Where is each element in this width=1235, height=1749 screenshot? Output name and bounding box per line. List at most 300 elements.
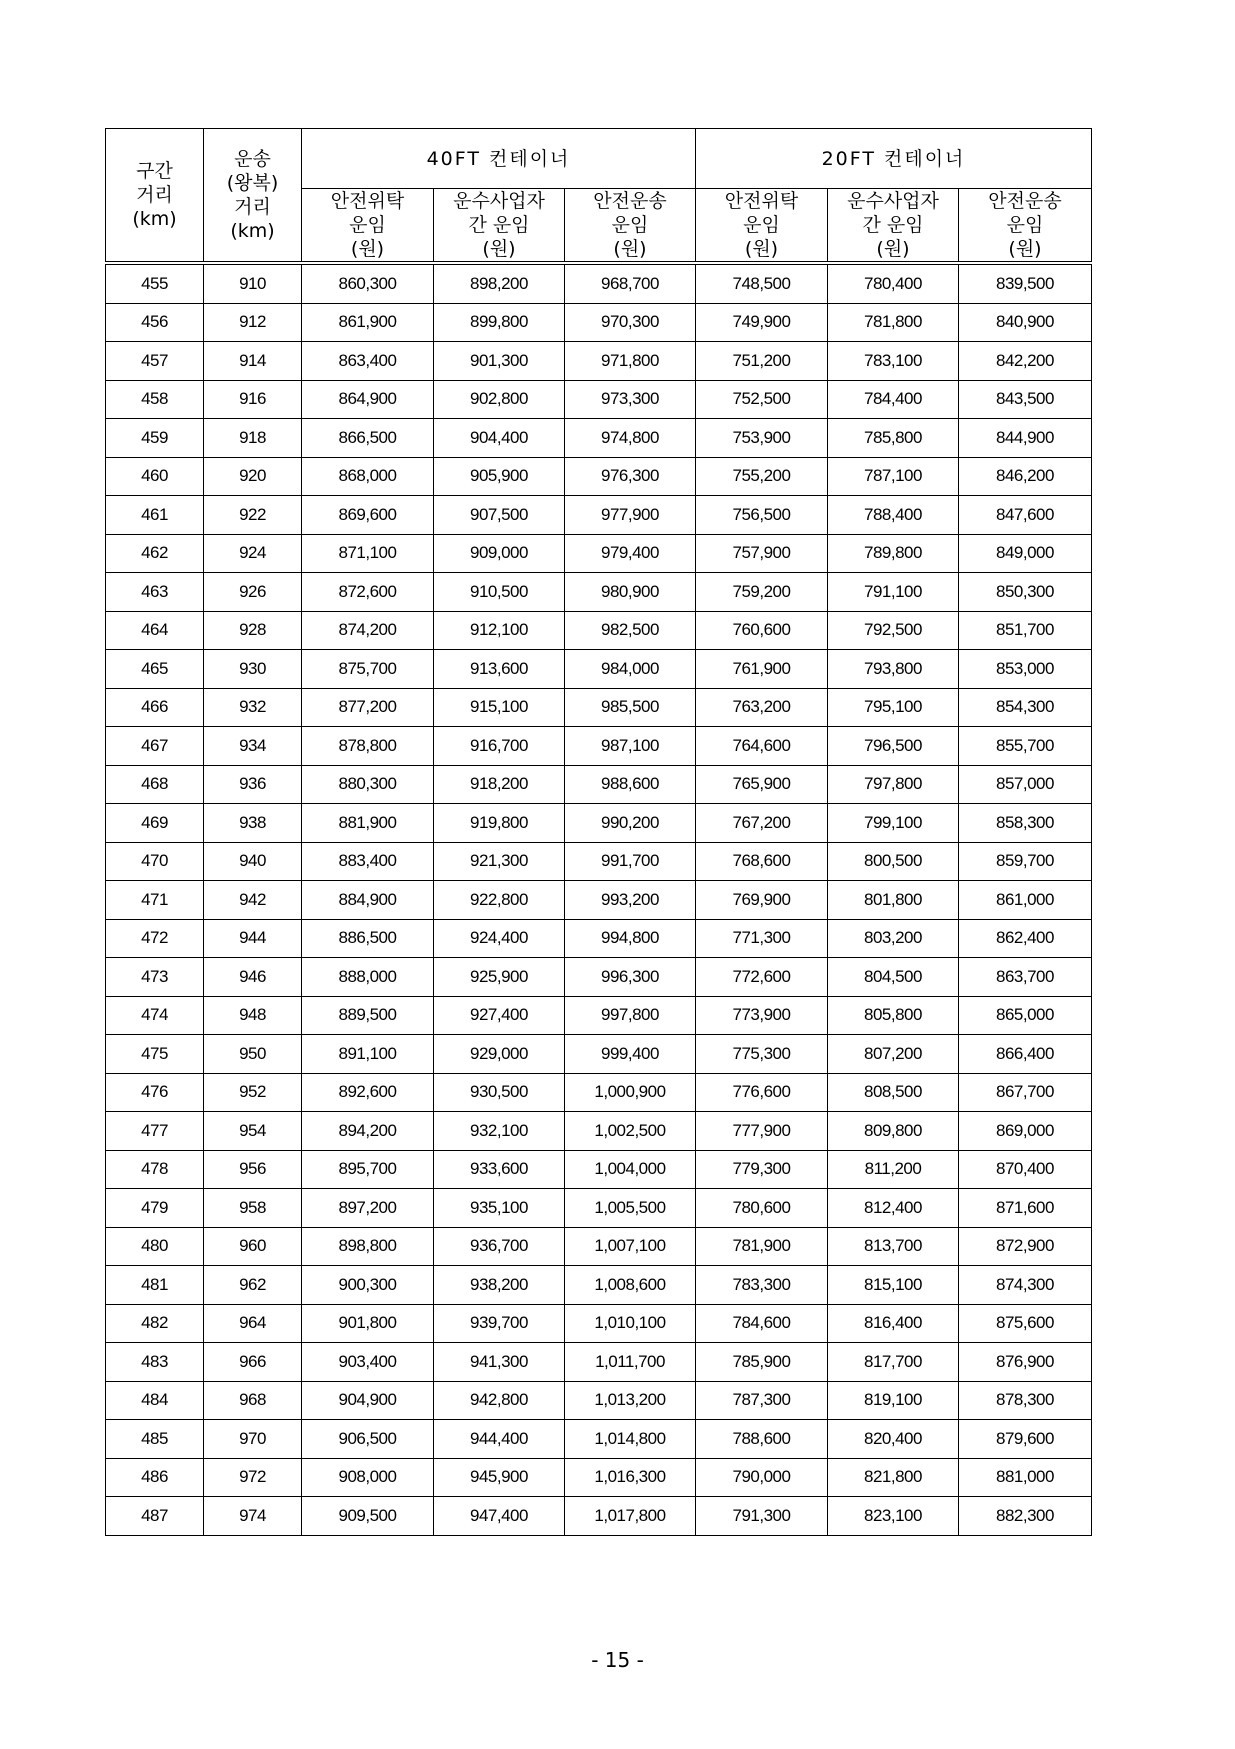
table-row [106, 263, 1092, 303]
transport-distance-cell: 940 [204, 842, 302, 881]
table-row [106, 1112, 1092, 1151]
table-row [106, 1189, 1092, 1228]
40ft-safety-transport-rate-cell: 1,002,500 [565, 1112, 696, 1151]
20ft-safety-transport-rate-cell: 878,300 [959, 1381, 1092, 1420]
40ft-safety-consign-rate-cell: 898,800 [302, 1227, 434, 1266]
header-20ft-carrier-line-3: (원) [876, 238, 910, 260]
20ft-safety-transport-rate-cell: 876,900 [959, 1343, 1092, 1382]
header-transport-distance-line-4: (km) [230, 220, 275, 242]
header-20ft-safety-consign-line-2: 운임 [743, 214, 780, 236]
20ft-safety-transport-rate-cell: 855,700 [959, 727, 1092, 766]
section-distance-cell: 475 [106, 1035, 204, 1074]
header-section-distance-line-2: 거리 [136, 184, 173, 206]
20ft-safety-consign-rate-cell: 772,600 [696, 958, 828, 997]
20ft-carrier-rate-cell: 805,800 [828, 996, 959, 1035]
section-distance-cell: 460 [106, 457, 204, 496]
section-distance-cell: 486 [106, 1458, 204, 1497]
20ft-carrier-rate-cell: 800,500 [828, 842, 959, 881]
20ft-carrier-rate-cell: 796,500 [828, 727, 959, 766]
section-distance-cell: 459 [106, 419, 204, 458]
table-row [106, 881, 1092, 920]
header-20ft-carrier-rate [828, 189, 959, 264]
40ft-safety-consign-rate-cell: 901,800 [302, 1304, 434, 1343]
40ft-carrier-rate-cell: 912,100 [434, 611, 565, 650]
40ft-carrier-rate-cell: 916,700 [434, 727, 565, 766]
20ft-safety-transport-rate-cell: 849,000 [959, 534, 1092, 573]
40ft-carrier-rate-cell: 933,600 [434, 1150, 565, 1189]
40ft-safety-transport-rate-cell: 988,600 [565, 765, 696, 804]
40ft-safety-consign-rate-cell: 875,700 [302, 650, 434, 689]
page-number: - 15 - [591, 1648, 644, 1672]
header-40ft-safety-transport-rate [565, 189, 696, 264]
transport-distance-cell: 974 [204, 1497, 302, 1536]
20ft-safety-consign-rate-cell: 751,200 [696, 342, 828, 381]
40ft-safety-transport-rate-cell: 991,700 [565, 842, 696, 881]
table-row [106, 842, 1092, 881]
transport-distance-cell: 964 [204, 1304, 302, 1343]
20ft-carrier-rate-cell: 784,400 [828, 380, 959, 419]
20ft-carrier-rate-cell: 801,800 [828, 881, 959, 920]
20ft-safety-consign-rate-cell: 753,900 [696, 419, 828, 458]
header-40ft-safety-transport-line-3: (원) [613, 238, 647, 260]
20ft-safety-transport-rate-cell: 870,400 [959, 1150, 1092, 1189]
transport-distance-cell: 934 [204, 727, 302, 766]
20ft-safety-consign-rate-cell: 780,600 [696, 1189, 828, 1228]
20ft-safety-transport-rate-cell: 842,200 [959, 342, 1092, 381]
20ft-safety-consign-rate-cell: 777,900 [696, 1112, 828, 1151]
20ft-safety-consign-rate-cell: 784,600 [696, 1304, 828, 1343]
40ft-carrier-rate-cell: 932,100 [434, 1112, 565, 1151]
40ft-carrier-rate-cell: 938,200 [434, 1266, 565, 1305]
40ft-safety-consign-rate-cell: 869,600 [302, 496, 434, 535]
40ft-safety-consign-rate-cell: 863,400 [302, 342, 434, 381]
transport-distance-cell: 932 [204, 688, 302, 727]
section-distance-cell: 472 [106, 919, 204, 958]
section-distance-cell: 483 [106, 1343, 204, 1382]
transport-distance-cell: 950 [204, 1035, 302, 1074]
40ft-carrier-rate-cell: 915,100 [434, 688, 565, 727]
20ft-safety-transport-rate-cell: 874,300 [959, 1266, 1092, 1305]
20ft-safety-consign-rate-cell: 759,200 [696, 573, 828, 612]
20ft-safety-consign-rate-cell: 769,900 [696, 881, 828, 920]
20ft-safety-transport-rate-cell: 881,000 [959, 1458, 1092, 1497]
header-20ft-safety-consign-line-3: (원) [744, 238, 779, 260]
table-row [106, 1458, 1092, 1497]
40ft-safety-transport-rate-cell: 1,016,300 [565, 1458, 696, 1497]
40ft-safety-transport-rate-cell: 1,017,800 [565, 1497, 696, 1536]
20ft-carrier-rate-cell: 815,100 [828, 1266, 959, 1305]
20ft-carrier-rate-cell: 812,400 [828, 1189, 959, 1228]
header-20ft-carrier-line-1: 운수사업자 [847, 190, 939, 212]
20ft-safety-consign-rate-cell: 748,500 [696, 263, 828, 303]
20ft-safety-consign-rate-cell: 763,200 [696, 688, 828, 727]
table-row [106, 804, 1092, 843]
40ft-safety-consign-rate-cell: 908,000 [302, 1458, 434, 1497]
20ft-safety-consign-rate-cell: 781,900 [696, 1227, 828, 1266]
header-group-20ft: 20FT 컨테이너 [696, 129, 1092, 189]
20ft-safety-consign-rate-cell: 783,300 [696, 1266, 828, 1305]
40ft-carrier-rate-cell: 904,400 [434, 419, 565, 458]
40ft-safety-transport-rate-cell: 1,011,700 [565, 1343, 696, 1382]
20ft-safety-consign-rate-cell: 768,600 [696, 842, 828, 881]
20ft-carrier-rate-cell: 787,100 [828, 457, 959, 496]
40ft-carrier-rate-cell: 921,300 [434, 842, 565, 881]
40ft-carrier-rate-cell: 918,200 [434, 765, 565, 804]
40ft-carrier-rate-cell: 935,100 [434, 1189, 565, 1228]
transport-distance-cell: 928 [204, 611, 302, 650]
header-20ft-safety-consign-rate [696, 189, 828, 264]
section-distance-cell: 464 [106, 611, 204, 650]
header-20ft-safety-consign-line-1: 안전위탁 [724, 190, 799, 212]
40ft-safety-transport-rate-cell: 973,300 [565, 380, 696, 419]
header-section-distance [106, 129, 204, 264]
40ft-carrier-rate-cell: 942,800 [434, 1381, 565, 1420]
table-row [106, 534, 1092, 573]
40ft-safety-consign-rate-cell: 880,300 [302, 765, 434, 804]
40ft-safety-transport-rate-cell: 1,000,900 [565, 1073, 696, 1112]
40ft-safety-transport-rate-cell: 1,010,100 [565, 1304, 696, 1343]
40ft-safety-consign-rate-cell: 888,000 [302, 958, 434, 997]
40ft-safety-consign-rate-cell: 861,900 [302, 303, 434, 342]
section-distance-cell: 467 [106, 727, 204, 766]
header-20ft-safety-transport-line-1: 안전운송 [988, 190, 1062, 212]
header-40ft-safety-consign-rate [302, 189, 434, 264]
transport-distance-cell: 918 [204, 419, 302, 458]
table-row [106, 996, 1092, 1035]
header-section-distance-line-3: (km) [132, 208, 177, 230]
table-row [106, 727, 1092, 766]
40ft-safety-consign-rate-cell: 872,600 [302, 573, 434, 612]
table-row [106, 688, 1092, 727]
40ft-safety-transport-rate-cell: 974,800 [565, 419, 696, 458]
20ft-safety-transport-rate-cell: 854,300 [959, 688, 1092, 727]
20ft-safety-transport-rate-cell: 882,300 [959, 1497, 1092, 1536]
40ft-safety-consign-rate-cell: 895,700 [302, 1150, 434, 1189]
table-row [106, 650, 1092, 689]
header-40ft-carrier-line-2: 간 운임 [468, 214, 530, 236]
20ft-safety-consign-rate-cell: 752,500 [696, 380, 828, 419]
transport-distance-cell: 954 [204, 1112, 302, 1151]
20ft-carrier-rate-cell: 785,800 [828, 419, 959, 458]
40ft-safety-consign-rate-cell: 909,500 [302, 1497, 434, 1536]
header-transport-distance [204, 129, 302, 264]
transport-distance-cell: 958 [204, 1189, 302, 1228]
transport-distance-cell: 910 [204, 263, 302, 303]
table-row [106, 1266, 1092, 1305]
20ft-safety-consign-rate-cell: 756,500 [696, 496, 828, 535]
20ft-safety-consign-rate-cell: 757,900 [696, 534, 828, 573]
section-distance-cell: 471 [106, 881, 204, 920]
transport-distance-cell: 948 [204, 996, 302, 1035]
transport-distance-cell: 942 [204, 881, 302, 920]
table-row [106, 1073, 1092, 1112]
20ft-carrier-rate-cell: 781,800 [828, 303, 959, 342]
table-row [106, 958, 1092, 997]
freight-rate-table [105, 128, 1092, 1536]
40ft-carrier-rate-cell: 919,800 [434, 804, 565, 843]
20ft-carrier-rate-cell: 797,800 [828, 765, 959, 804]
header-transport-distance-line-1: 운송 [234, 148, 271, 170]
header-group-40ft: 40FT 컨테이너 [302, 129, 696, 189]
20ft-safety-transport-rate-cell: 853,000 [959, 650, 1092, 689]
40ft-safety-transport-rate-cell: 977,900 [565, 496, 696, 535]
40ft-safety-transport-rate-cell: 996,300 [565, 958, 696, 997]
20ft-safety-transport-rate-cell: 869,000 [959, 1112, 1092, 1151]
header-20ft-carrier-line-2: 간 운임 [862, 214, 924, 236]
40ft-safety-consign-rate-cell: 886,500 [302, 919, 434, 958]
40ft-carrier-rate-cell: 901,300 [434, 342, 565, 381]
40ft-carrier-rate-cell: 944,400 [434, 1420, 565, 1459]
40ft-safety-consign-rate-cell: 878,800 [302, 727, 434, 766]
40ft-safety-consign-rate-cell: 891,100 [302, 1035, 434, 1074]
table-row [106, 496, 1092, 535]
table-row [106, 419, 1092, 458]
20ft-safety-transport-rate-cell: 858,300 [959, 804, 1092, 843]
transport-distance-cell: 926 [204, 573, 302, 612]
20ft-carrier-rate-cell: 803,200 [828, 919, 959, 958]
40ft-safety-consign-rate-cell: 877,200 [302, 688, 434, 727]
section-distance-cell: 470 [106, 842, 204, 881]
header-20ft-safety-transport-line-3: (원) [1008, 238, 1042, 260]
20ft-carrier-rate-cell: 809,800 [828, 1112, 959, 1151]
20ft-carrier-rate-cell: 817,700 [828, 1343, 959, 1382]
section-distance-cell: 482 [106, 1304, 204, 1343]
header-40ft-safety-consign-line-3: (원) [350, 238, 385, 260]
header-40ft-safety-consign-line-1: 안전위탁 [330, 190, 405, 212]
20ft-safety-transport-rate-cell: 843,500 [959, 380, 1092, 419]
40ft-safety-transport-rate-cell: 971,800 [565, 342, 696, 381]
40ft-safety-transport-rate-cell: 1,013,200 [565, 1381, 696, 1420]
section-distance-cell: 481 [106, 1266, 204, 1305]
header-section-distance-line-1: 구간 [136, 160, 173, 182]
40ft-safety-consign-rate-cell: 874,200 [302, 611, 434, 650]
20ft-safety-transport-rate-cell: 859,700 [959, 842, 1092, 881]
40ft-carrier-rate-cell: 910,500 [434, 573, 565, 612]
table-row [106, 342, 1092, 381]
20ft-safety-consign-rate-cell: 765,900 [696, 765, 828, 804]
40ft-safety-transport-rate-cell: 976,300 [565, 457, 696, 496]
20ft-carrier-rate-cell: 780,400 [828, 263, 959, 303]
20ft-carrier-rate-cell: 808,500 [828, 1073, 959, 1112]
40ft-safety-consign-rate-cell: 881,900 [302, 804, 434, 843]
40ft-safety-consign-rate-cell: 897,200 [302, 1189, 434, 1228]
20ft-safety-consign-rate-cell: 773,900 [696, 996, 828, 1035]
40ft-safety-consign-rate-cell: 860,300 [302, 263, 434, 303]
40ft-carrier-rate-cell: 922,800 [434, 881, 565, 920]
20ft-safety-consign-rate-cell: 761,900 [696, 650, 828, 689]
table-body [106, 263, 1092, 1535]
header-transport-distance-line-3: 거리 [234, 196, 271, 218]
transport-distance-cell: 960 [204, 1227, 302, 1266]
section-distance-cell: 474 [106, 996, 204, 1035]
20ft-carrier-rate-cell: 813,700 [828, 1227, 959, 1266]
header-40ft-safety-consign-line-2: 운임 [349, 214, 386, 236]
20ft-safety-consign-rate-cell: 749,900 [696, 303, 828, 342]
transport-distance-cell: 912 [204, 303, 302, 342]
table-row [106, 1420, 1092, 1459]
20ft-carrier-rate-cell: 789,800 [828, 534, 959, 573]
20ft-carrier-rate-cell: 811,200 [828, 1150, 959, 1189]
section-distance-cell: 487 [106, 1497, 204, 1536]
transport-distance-cell: 972 [204, 1458, 302, 1497]
20ft-safety-transport-rate-cell: 863,700 [959, 958, 1092, 997]
40ft-safety-consign-rate-cell: 894,200 [302, 1112, 434, 1151]
section-distance-cell: 476 [106, 1073, 204, 1112]
20ft-safety-consign-rate-cell: 767,200 [696, 804, 828, 843]
table-row [106, 380, 1092, 419]
40ft-safety-transport-rate-cell: 968,700 [565, 263, 696, 303]
table-row [106, 573, 1092, 612]
40ft-carrier-rate-cell: 936,700 [434, 1227, 565, 1266]
20ft-safety-transport-rate-cell: 866,400 [959, 1035, 1092, 1074]
table-row [106, 1035, 1092, 1074]
40ft-carrier-rate-cell: 924,400 [434, 919, 565, 958]
section-distance-cell: 468 [106, 765, 204, 804]
20ft-carrier-rate-cell: 792,500 [828, 611, 959, 650]
transport-distance-cell: 970 [204, 1420, 302, 1459]
section-distance-cell: 455 [106, 263, 204, 303]
20ft-carrier-rate-cell: 793,800 [828, 650, 959, 689]
section-distance-cell: 463 [106, 573, 204, 612]
transport-distance-cell: 944 [204, 919, 302, 958]
transport-distance-cell: 952 [204, 1073, 302, 1112]
20ft-carrier-rate-cell: 816,400 [828, 1304, 959, 1343]
40ft-safety-consign-rate-cell: 889,500 [302, 996, 434, 1035]
transport-distance-cell: 914 [204, 342, 302, 381]
20ft-carrier-rate-cell: 804,500 [828, 958, 959, 997]
20ft-safety-transport-rate-cell: 844,900 [959, 419, 1092, 458]
section-distance-cell: 485 [106, 1420, 204, 1459]
40ft-carrier-rate-cell: 930,500 [434, 1073, 565, 1112]
40ft-safety-transport-rate-cell: 970,300 [565, 303, 696, 342]
40ft-carrier-rate-cell: 945,900 [434, 1458, 565, 1497]
40ft-safety-transport-rate-cell: 990,200 [565, 804, 696, 843]
header-40ft-safety-transport-line-1: 안전운송 [593, 190, 667, 212]
header-20ft-safety-transport-rate [959, 189, 1092, 264]
40ft-safety-transport-rate-cell: 1,005,500 [565, 1189, 696, 1228]
header-40ft-carrier-line-1: 운수사업자 [453, 190, 545, 212]
table-row [106, 457, 1092, 496]
section-distance-cell: 478 [106, 1150, 204, 1189]
section-distance-cell: 465 [106, 650, 204, 689]
40ft-carrier-rate-cell: 941,300 [434, 1343, 565, 1382]
20ft-safety-transport-rate-cell: 839,500 [959, 263, 1092, 303]
transport-distance-cell: 938 [204, 804, 302, 843]
transport-distance-cell: 968 [204, 1381, 302, 1420]
table-row [106, 1381, 1092, 1420]
40ft-safety-consign-rate-cell: 903,400 [302, 1343, 434, 1382]
section-distance-cell: 484 [106, 1381, 204, 1420]
40ft-carrier-rate-cell: 927,400 [434, 996, 565, 1035]
20ft-carrier-rate-cell: 821,800 [828, 1458, 959, 1497]
transport-distance-cell: 922 [204, 496, 302, 535]
section-distance-cell: 457 [106, 342, 204, 381]
20ft-safety-transport-rate-cell: 857,000 [959, 765, 1092, 804]
20ft-safety-consign-rate-cell: 760,600 [696, 611, 828, 650]
table-row [106, 1150, 1092, 1189]
20ft-safety-transport-rate-cell: 840,900 [959, 303, 1092, 342]
40ft-safety-transport-rate-cell: 999,400 [565, 1035, 696, 1074]
20ft-carrier-rate-cell: 820,400 [828, 1420, 959, 1459]
40ft-safety-transport-rate-cell: 982,500 [565, 611, 696, 650]
transport-distance-cell: 924 [204, 534, 302, 573]
table-row [106, 1304, 1092, 1343]
40ft-safety-transport-rate-cell: 987,100 [565, 727, 696, 766]
40ft-safety-transport-rate-cell: 1,004,000 [565, 1150, 696, 1189]
40ft-safety-consign-rate-cell: 906,500 [302, 1420, 434, 1459]
20ft-safety-transport-rate-cell: 846,200 [959, 457, 1092, 496]
20ft-safety-consign-rate-cell: 791,300 [696, 1497, 828, 1536]
20ft-safety-transport-rate-cell: 867,700 [959, 1073, 1092, 1112]
section-distance-cell: 466 [106, 688, 204, 727]
20ft-carrier-rate-cell: 791,100 [828, 573, 959, 612]
40ft-safety-transport-rate-cell: 985,500 [565, 688, 696, 727]
section-distance-cell: 458 [106, 380, 204, 419]
header-20ft-safety-transport-line-2: 운임 [1006, 214, 1044, 236]
40ft-safety-transport-rate-cell: 979,400 [565, 534, 696, 573]
20ft-safety-consign-rate-cell: 771,300 [696, 919, 828, 958]
header-row-1 [106, 129, 1092, 189]
transport-distance-cell: 920 [204, 457, 302, 496]
40ft-safety-consign-rate-cell: 871,100 [302, 534, 434, 573]
section-distance-cell: 469 [106, 804, 204, 843]
20ft-safety-consign-rate-cell: 764,600 [696, 727, 828, 766]
20ft-safety-transport-rate-cell: 879,600 [959, 1420, 1092, 1459]
table-row [106, 1227, 1092, 1266]
40ft-safety-transport-rate-cell: 1,014,800 [565, 1420, 696, 1459]
20ft-safety-transport-rate-cell: 871,600 [959, 1189, 1092, 1228]
40ft-safety-consign-rate-cell: 884,900 [302, 881, 434, 920]
transport-distance-cell: 916 [204, 380, 302, 419]
20ft-safety-consign-rate-cell: 788,600 [696, 1420, 828, 1459]
40ft-safety-transport-rate-cell: 1,008,600 [565, 1266, 696, 1305]
header-transport-distance-line-2: (왕복) [226, 172, 279, 194]
20ft-safety-transport-rate-cell: 875,600 [959, 1304, 1092, 1343]
40ft-carrier-rate-cell: 925,900 [434, 958, 565, 997]
40ft-safety-transport-rate-cell: 984,000 [565, 650, 696, 689]
20ft-safety-consign-rate-cell: 775,300 [696, 1035, 828, 1074]
40ft-safety-transport-rate-cell: 997,800 [565, 996, 696, 1035]
20ft-safety-transport-rate-cell: 851,700 [959, 611, 1092, 650]
40ft-safety-consign-rate-cell: 892,600 [302, 1073, 434, 1112]
transport-distance-cell: 962 [204, 1266, 302, 1305]
20ft-carrier-rate-cell: 783,100 [828, 342, 959, 381]
header-40ft-carrier-line-3: (원) [482, 238, 516, 260]
40ft-carrier-rate-cell: 907,500 [434, 496, 565, 535]
40ft-carrier-rate-cell: 947,400 [434, 1497, 565, 1536]
header-40ft-safety-transport-line-2: 운임 [611, 214, 649, 236]
20ft-carrier-rate-cell: 819,100 [828, 1381, 959, 1420]
40ft-safety-consign-rate-cell: 864,900 [302, 380, 434, 419]
section-distance-cell: 479 [106, 1189, 204, 1228]
section-distance-cell: 462 [106, 534, 204, 573]
20ft-carrier-rate-cell: 807,200 [828, 1035, 959, 1074]
20ft-carrier-rate-cell: 788,400 [828, 496, 959, 535]
40ft-carrier-rate-cell: 929,000 [434, 1035, 565, 1074]
table-header [106, 129, 1092, 264]
40ft-carrier-rate-cell: 909,000 [434, 534, 565, 573]
20ft-carrier-rate-cell: 823,100 [828, 1497, 959, 1536]
section-distance-cell: 473 [106, 958, 204, 997]
transport-distance-cell: 966 [204, 1343, 302, 1382]
table-row [106, 1497, 1092, 1536]
40ft-safety-transport-rate-cell: 993,200 [565, 881, 696, 920]
20ft-carrier-rate-cell: 795,100 [828, 688, 959, 727]
20ft-safety-transport-rate-cell: 862,400 [959, 919, 1092, 958]
40ft-safety-transport-rate-cell: 1,007,100 [565, 1227, 696, 1266]
table-row [106, 765, 1092, 804]
20ft-safety-transport-rate-cell: 861,000 [959, 881, 1092, 920]
